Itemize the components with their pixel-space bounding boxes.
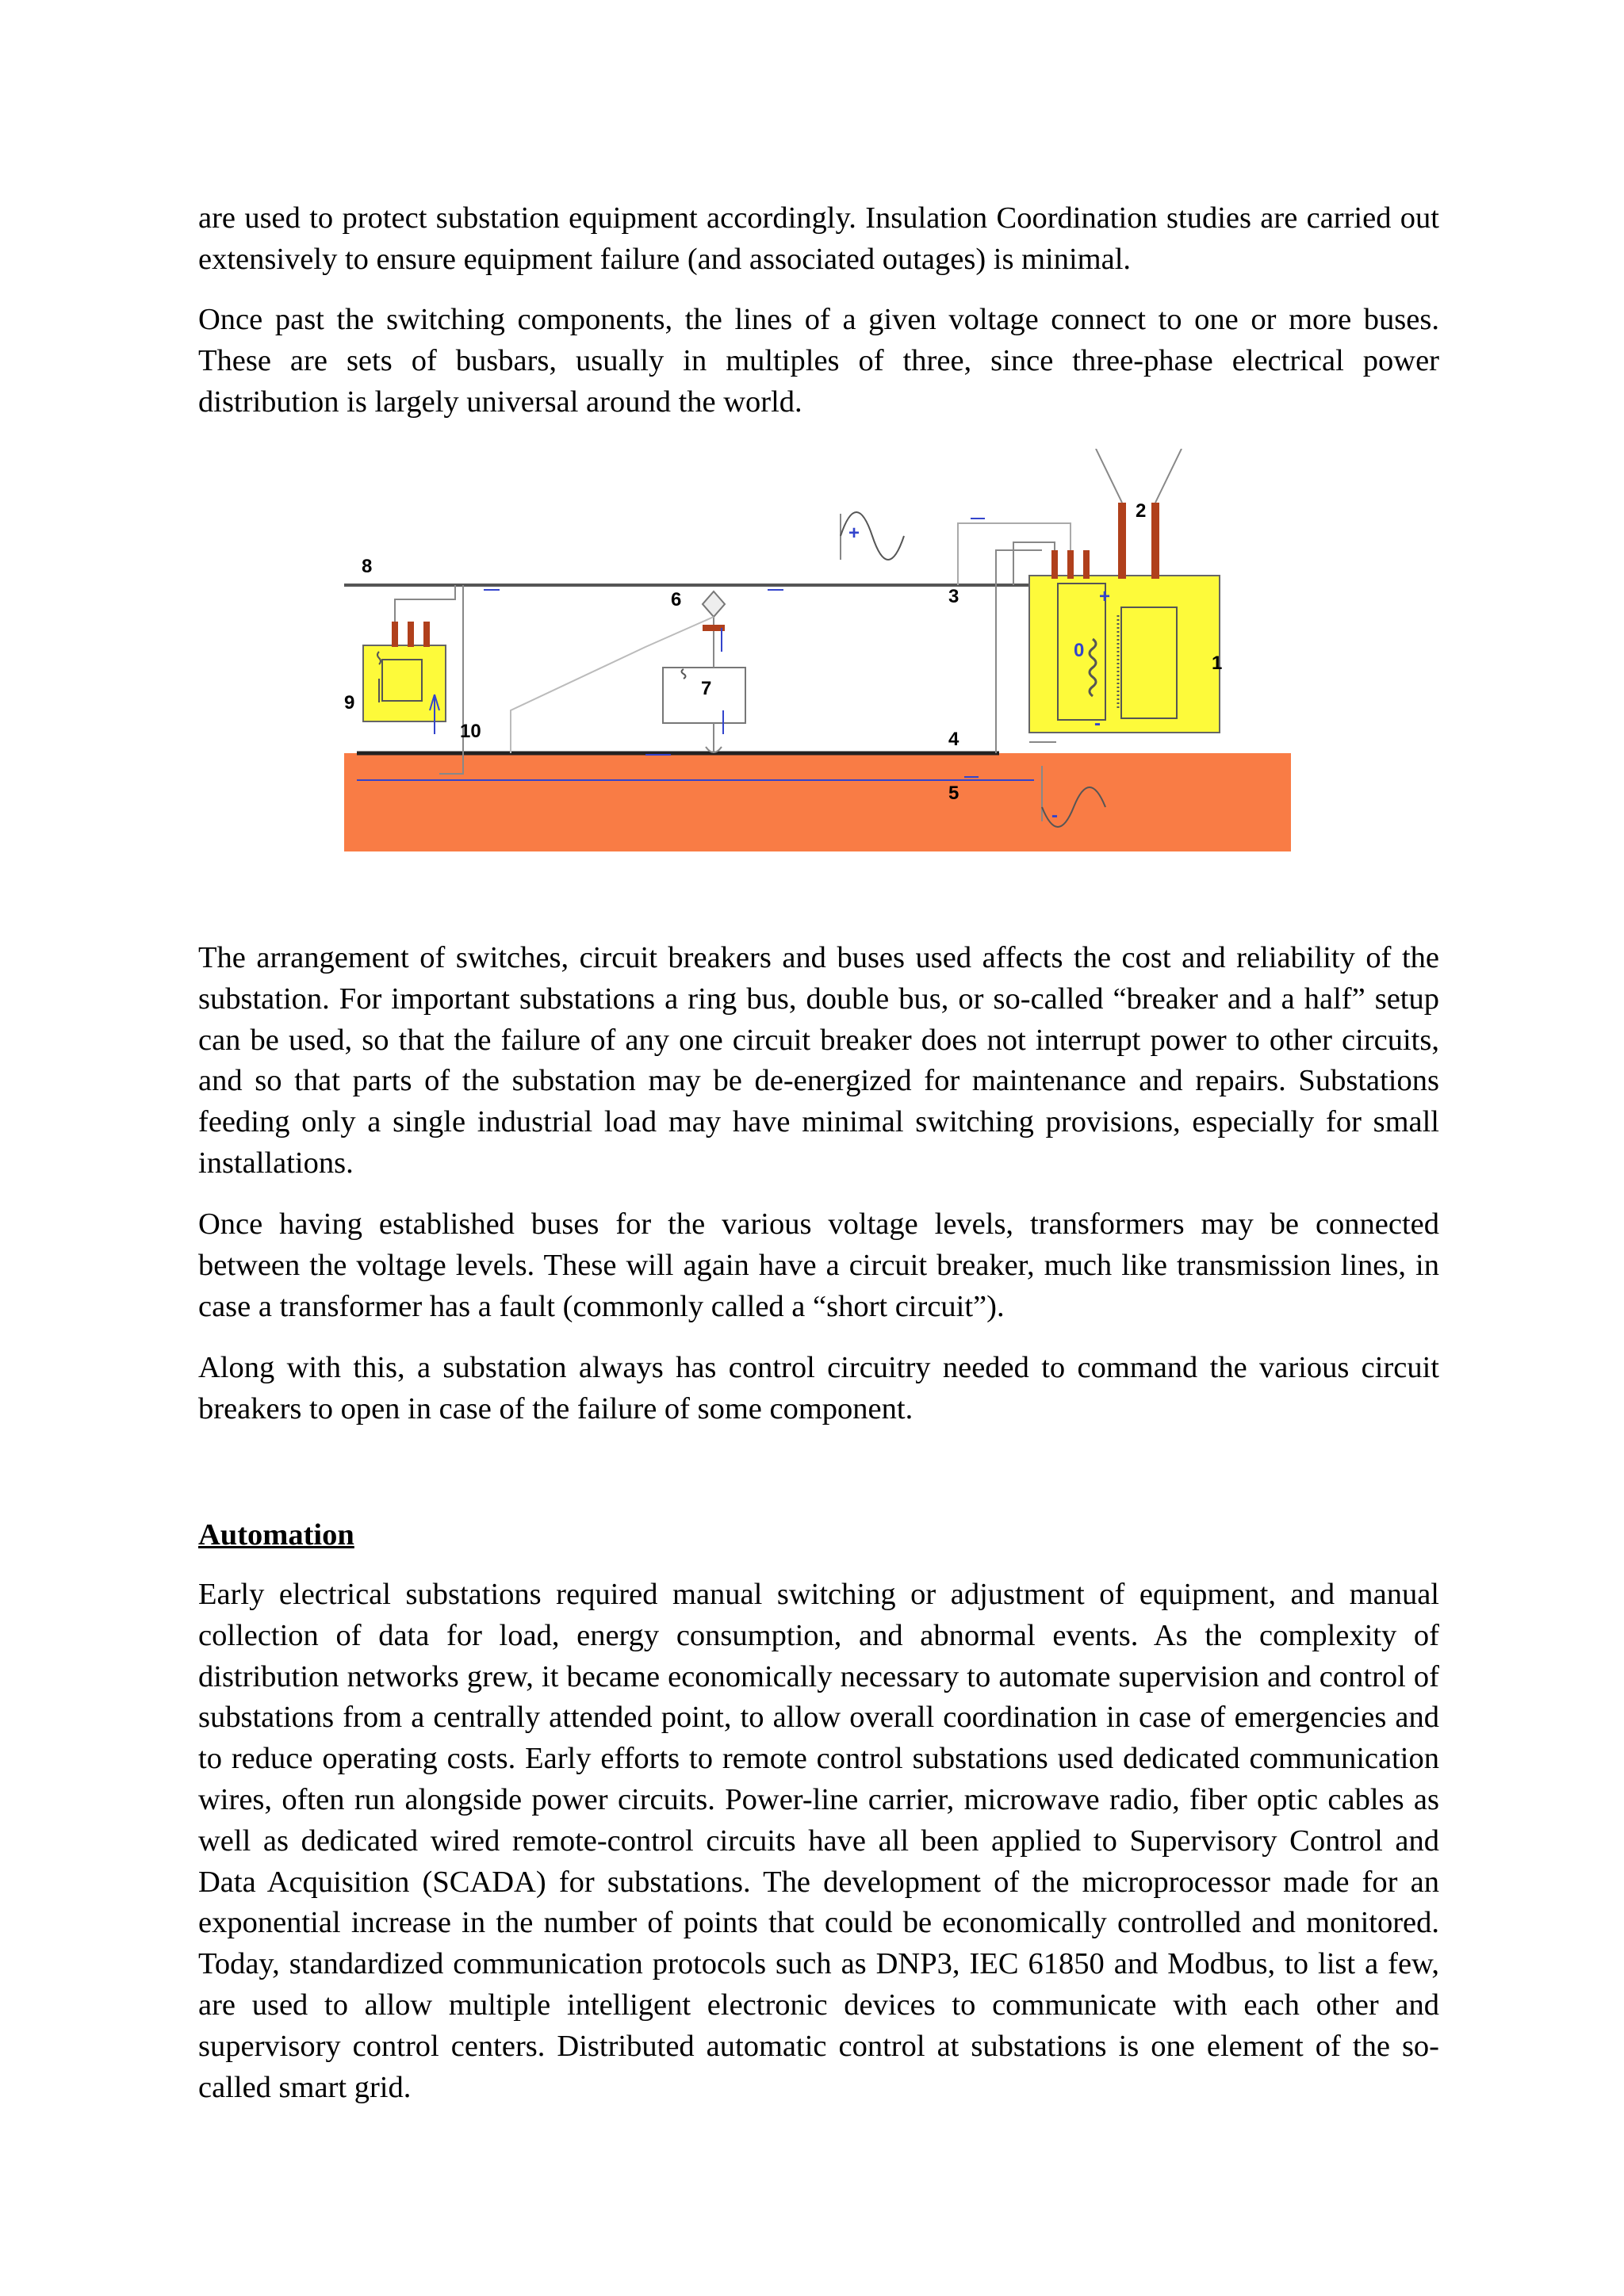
paragraph-insulation-coordination: are used to protect substation equipment accordingly. Insulation Coordination studies are carried out extensively to ensure equipment failure (and associated outages) is minimal. <box>198 201 1439 276</box>
label-1: 1 <box>1212 652 1223 674</box>
paragraph-arrangement: The arrangement of switches, circuit breakers and buses used affects the cost and reliability of the substation. For important substations a ring bus, double bus, or so-called “breaker and a half” setup can be used, so that the failure of any one circuit breaker does not interrupt power to other circuits, and so that parts of the substation may be de-energized for maintenance and repairs. Substations feeding only a single industrial load may have minimal switching provisions, especially for small installations. <box>198 941 1439 1180</box>
small-transformer <box>363 645 446 721</box>
label-10: 10 <box>460 721 481 742</box>
paragraph-control-circuitry: Along with this, a substation always has control circuitry needed to command the various circuit breakers to open in case of the failure of some component. <box>198 1351 1439 1425</box>
label-2: 2 <box>1136 500 1147 522</box>
label-4: 4 <box>948 729 959 750</box>
bushing <box>423 622 430 647</box>
bushing <box>408 622 414 647</box>
paragraph-buses: Once past the switching components, the lines of a given voltage connect to one or more buses. These are sets of busbars, usually in multiples of three, since three-phase electrical power distribution is largely universal around the world. <box>198 303 1439 419</box>
plus-symbol: + <box>1099 586 1111 607</box>
bushing <box>392 622 398 647</box>
zero-symbol: 0 <box>1074 640 1085 661</box>
label-7: 7 <box>701 678 712 699</box>
diagram-ground <box>344 753 1291 851</box>
label-3: 3 <box>948 586 959 607</box>
substation-diagram <box>344 449 1291 851</box>
minus-symbol: - <box>1094 713 1101 734</box>
label-8: 8 <box>362 556 373 577</box>
plus-symbol: + <box>848 522 860 544</box>
minus-symbol: - <box>1051 805 1058 826</box>
paragraph-automation: Early electrical substations required manual switching or adjustment of equipment, and manual collection of data for load, energy consumption, and abnormal events. As the complexity of distribution networks grew, it became economically necessary to automate supervision and control of substations from a centrally attended point, to allow overall coordination in case of emergencies and to reduce operating costs. Early efforts to remote control substations used dedicated communication wires, often run alongside power circuits. Power-line carrier, microwave radio, fiber optic cables as well as dedicated wired remote-control circuits have all been applied to Supervisory Control and Data Acquisition (SCADA) for substations. The development of the microprocessor made for an exponential increase in the number of points that could be economically controlled and monitored. Today, standardized communication protocols such as DNP3, IEC 61850 and Modbus, to list a few, are used to allow multiple intelligent electronic devices to communicate with each other and supervisory control centers. Distributed automatic control at substations is one element of the so-called smart grid. <box>198 1578 1439 2104</box>
label-5: 5 <box>948 783 959 804</box>
label-9: 9 <box>344 692 355 714</box>
heading-automation: Automation <box>198 1518 354 1552</box>
hv-bushing <box>1151 503 1159 579</box>
paragraph-transformers: Once having established buses for the various voltage levels, transformers may be connected between the voltage levels. These will again have a circuit breaker, much like transmission lines, in case a transformer has a fault (commonly called a “short circuit”). <box>198 1207 1439 1323</box>
label-6: 6 <box>671 589 682 610</box>
hv-bushing <box>1118 503 1126 579</box>
